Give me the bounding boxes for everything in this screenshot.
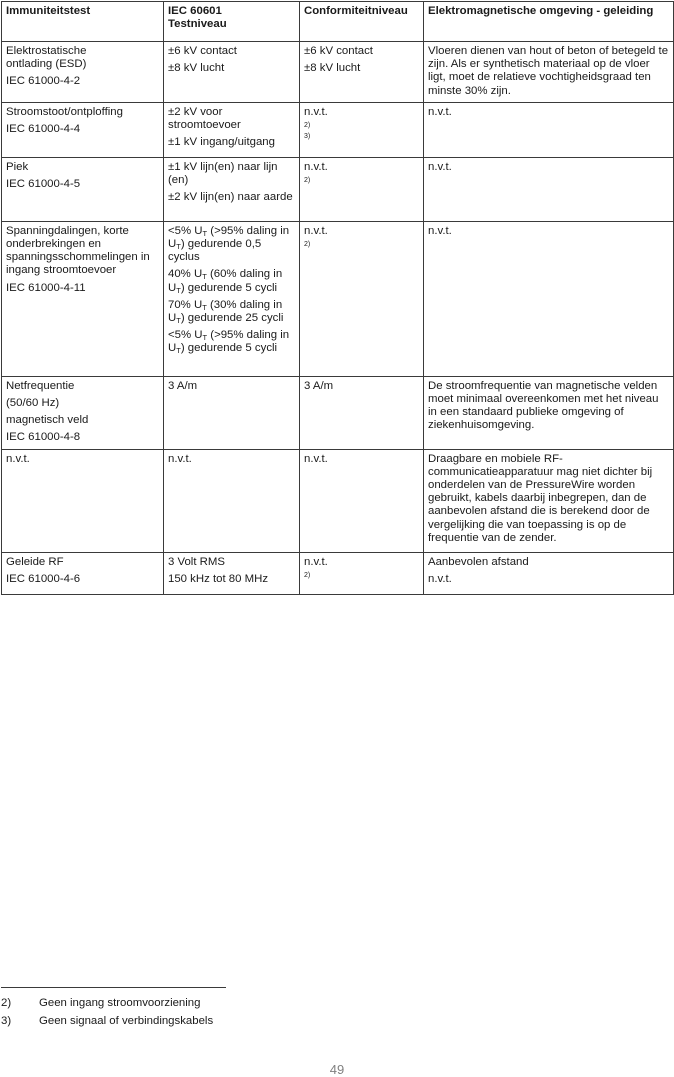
- cell-environment: n.v.t.: [424, 221, 674, 376]
- footnote-text: Geen ingang stroomvoorziening: [39, 997, 201, 1009]
- cell-level: 3 A/m: [164, 376, 300, 449]
- footnote-number: 2): [1, 997, 12, 1009]
- footnote-text: Geen signaal of verbindingskabels: [39, 1015, 214, 1027]
- cell-level: ±6 kV contact ±8 kV lucht: [164, 42, 300, 103]
- cell-level: ±1 kV lijn(en) naar lijn (en) ±2 kV lijn(en) naar aarde: [164, 157, 300, 221]
- cell-environment: De stroomfrequentie van magnetische velden moet minimaal overeenkomen met het niveau in een standaard publieke omgeving of ziekenhuisomgeving.: [424, 376, 674, 449]
- cell-environment: n.v.t.: [424, 157, 674, 221]
- cell-compliance: n.v.t.: [300, 449, 424, 552]
- cell-environment: Aanbevolen afstand n.v.t.: [424, 552, 674, 594]
- cell-test: Stroomstoot/ontploffing IEC 61000-4-4: [2, 102, 164, 157]
- cell-test: Netfrequentie (50/60 Hz) magnetisch veld IEC 61000-4-8: [2, 376, 164, 449]
- footnote-ref: 2): [304, 122, 311, 130]
- cell-environment: Vloeren dienen van hout of beton of betegeld te zijn. Als er synthetisch materiaal op de vloer ligt, moet de relatieve vochtigheidsgraad ten minste 30% zijn.: [424, 42, 674, 103]
- cell-environment: Draagbare en mobiele RF-communicatieapparatuur mag niet dichter bij onderdelen van de PressureWire worden gebruikt, kabels daarbij inbegrepen, dan de aanbevolen afstand die is berekend door de vergelijking die van toepassing is op de frequentie van de zender.: [424, 449, 674, 552]
- footnote-ref: 2): [304, 177, 311, 185]
- footnote-item: [1, 997, 301, 1015]
- table-header-row: [2, 2, 674, 42]
- footnotes: [1, 997, 301, 1033]
- cell-test: Piek IEC 61000-4-5: [2, 157, 164, 221]
- cell-compliance: n.v.t. 2): [300, 552, 424, 594]
- cell-test: Spanningdalingen, korte onderbrekingen en spanningsschommelingen in ingang stroomtoevoer IEC 61000-4-11: [2, 221, 164, 376]
- table-row: [2, 157, 674, 221]
- cell-test: Elektrostatische ontlading (ESD) IEC 61000-4-2: [2, 42, 164, 103]
- page-number: 49: [329, 1062, 345, 1077]
- cell-level: ±2 kV voor stroomtoevoer ±1 kV ingang/uitgang: [164, 102, 300, 157]
- table-row: [2, 552, 674, 594]
- cell-compliance: n.v.t. 2): [300, 221, 424, 376]
- footnote-item: [1, 1015, 301, 1033]
- cell-compliance: n.v.t. 2): [300, 157, 424, 221]
- cell-compliance: n.v.t. 2) 3): [300, 102, 424, 157]
- footnote-number: 3): [1, 1015, 12, 1027]
- header-test-level: IEC 60601 Testniveau: [164, 2, 300, 42]
- footnote-ref: 2): [304, 571, 311, 579]
- cell-level: 3 Volt RMS 150 kHz tot 80 MHz: [164, 552, 300, 594]
- cell-compliance: ±6 kV contact ±8 kV lucht: [300, 42, 424, 103]
- footnote-divider: [1, 987, 226, 988]
- cell-level: n.v.t.: [164, 449, 300, 552]
- header-compliance-level: Conformiteitniveau: [300, 2, 424, 42]
- cell-test: n.v.t.: [2, 449, 164, 552]
- cell-test: Geleide RF IEC 61000-4-6: [2, 552, 164, 594]
- footnote-ref: 2): [304, 241, 311, 249]
- header-em-environment: Elektromagnetische omgeving - geleiding: [424, 2, 674, 42]
- cell-level: <5% $U_T$ (>95% daling in $U_T$) gedurende 0,5 cyclus 40% $U_T$ (60% daling in $U_T$) gedurende 5 cycli 70% $U_T$ (30% daling in $U_T$) gedurende 25 cycli <5% $U_T$ (>95% daling in $U_T$) gedurende 5 cycli: [164, 221, 300, 376]
- cell-compliance: 3 A/m: [300, 376, 424, 449]
- header-immunity-test: Immuniteitstest: [2, 2, 164, 42]
- footnote-ref: 3): [304, 133, 311, 141]
- table-row: [2, 449, 674, 552]
- table-row: [2, 376, 674, 449]
- table-row: [2, 42, 674, 103]
- cell-environment: n.v.t.: [424, 102, 674, 157]
- table-row: [2, 221, 674, 376]
- table-row: [2, 102, 674, 157]
- emc-immunity-table: [1, 1, 674, 595]
